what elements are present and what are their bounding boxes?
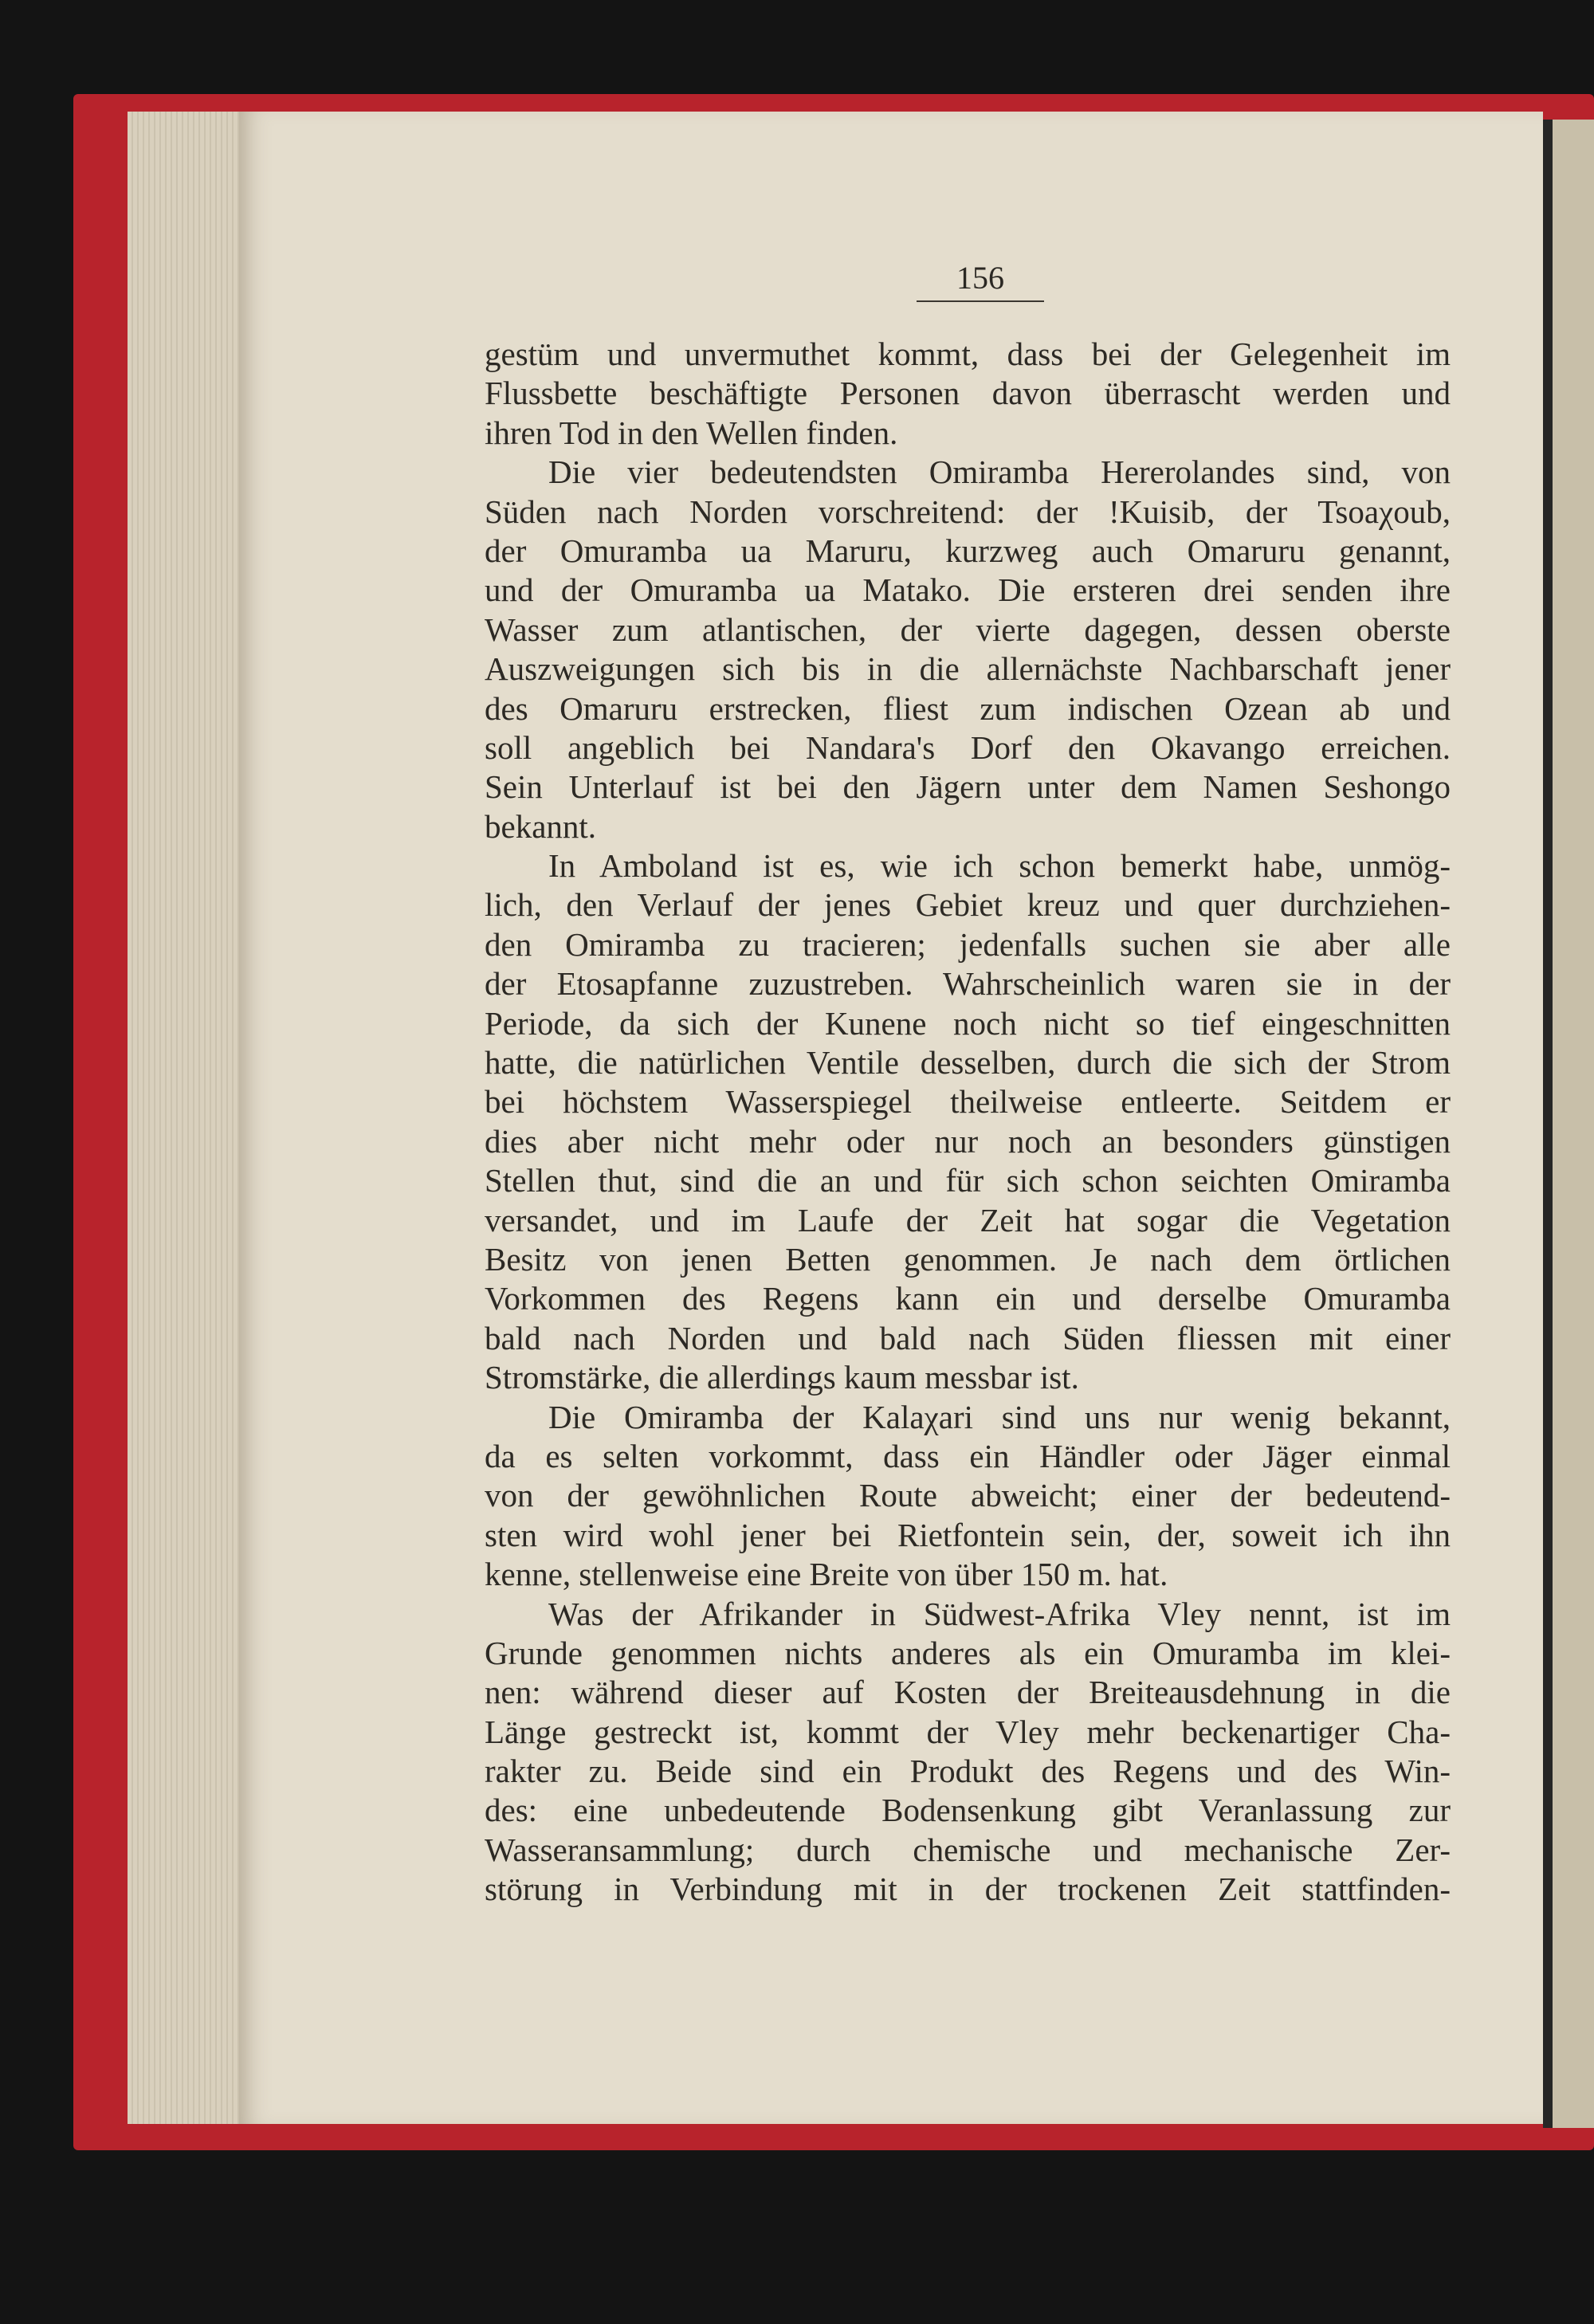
text-line: Die Omiramba der Kalaχari sind uns nur wenig bekannt, — [548, 1398, 1451, 1435]
body-text — [485, 335, 1451, 1910]
text-line: Vorkommen des Regens kann ein und derselbe Omuramba — [485, 1280, 1451, 1317]
text-line: hatte, die natürlichen Ventile desselben, durch die sich der Strom — [485, 1044, 1451, 1082]
text-line: da es selten vorkommt, dass ein Händler oder Jäger einmal — [485, 1437, 1451, 1474]
page-number: 156 — [917, 259, 1044, 302]
text-line: störung in Verbindung mit in der trockenen Zeit stattfinden- — [485, 1871, 1451, 1908]
text-line: den Omiramba zu tracieren; jedenfalls suchen sie aber alle — [485, 925, 1451, 963]
text-line: Wasseransammlung; durch chemische und mechanische Zer- — [485, 1831, 1451, 1868]
text-line: Flussbette beschäftigte Personen davon überrascht werden und — [485, 375, 1451, 412]
text-line: Besitz von jenen Betten genommen. Je nach dem örtlichen — [485, 1240, 1451, 1278]
text-line: Stellen thut, sind die an und für sich schon seichten Omiramba — [485, 1162, 1451, 1199]
text-line: des Omaruru erstrecken, fliest zum indischen Ozean ab und — [485, 689, 1451, 727]
text-line: Grunde genommen nichts anderes als ein Omuramba im klei- — [485, 1634, 1451, 1671]
next-page-edge — [1553, 120, 1594, 2128]
text-line: soll angeblich bei Nandara's Dorf den Okavango erreichen. — [485, 728, 1451, 766]
text-line: Auszweigungen sich bis in die allernächste Nachbarschaft jener — [485, 650, 1451, 688]
text-line: Was der Afrikander in Südwest-Afrika Vley nennt, ist im — [548, 1595, 1451, 1632]
text-line: der Etosapfanne zuzustreben. Wahrscheinlich waren sie in der — [485, 965, 1451, 1003]
text-line: ihren Tod in den Wellen finden. — [485, 414, 898, 451]
text-line: bald nach Norden und bald nach Süden fliessen mit einer — [485, 1319, 1451, 1356]
text-line: versandet, und im Laufe der Zeit hat sogar die Vegetation — [485, 1201, 1451, 1239]
text-line: des: eine unbedeutende Bodensenkung gibt Veranlassung zur — [485, 1792, 1451, 1829]
text-line: Periode, da sich der Kunene noch nicht so tief eingeschnitten — [485, 1004, 1451, 1042]
text-line: sten wird wohl jener bei Rietfontein sein, der, soweit ich ihn — [485, 1516, 1451, 1553]
text-line: bekannt. — [485, 807, 597, 845]
text-line: In Amboland ist es, wie ich schon bemerkt habe, unmög- — [548, 847, 1451, 885]
text-line: Stromstärke, die allerdings kaum messbar ist. — [485, 1359, 1079, 1396]
page-stack-edges — [128, 112, 255, 2124]
text-line: Süden nach Norden vorschreitend: der !Kuisib, der Tsoaχoub, — [485, 493, 1451, 530]
text-line: rakter zu. Beide sind ein Produkt des Regens und des Win- — [485, 1753, 1451, 1790]
text-line: Wasser zum atlantischen, der vierte dagegen, dessen oberste — [485, 610, 1451, 648]
text-line: dies aber nicht mehr oder nur noch an besonders günstigen — [485, 1122, 1451, 1160]
text-line: von der gewöhnlichen Route abweicht; einer der bedeutend- — [485, 1477, 1451, 1514]
text-line: Die vier bedeutendsten Omiramba Hererolandes sind, von — [548, 453, 1451, 491]
text-line: gestüm und unvermuthet kommt, dass bei der Gelegenheit im — [485, 336, 1451, 372]
text-line: Länge gestreckt ist, kommt der Vley mehr beckenartiger Cha- — [485, 1713, 1451, 1750]
text-line: der Omuramba ua Maruru, kurzweg auch Omaruru genannt, — [485, 532, 1451, 569]
text-line: nen: während dieser auf Kosten der Breiteausdehnung in die — [485, 1674, 1451, 1711]
text-line: und der Omuramba ua Matako. Die ersteren drei senden ihre — [485, 571, 1451, 609]
text-line: kenne, stellenweise eine Breite von über 150 m. hat. — [485, 1556, 1168, 1593]
text-line: Sein Unterlauf ist bei den Jägern unter dem Namen Seshongo — [485, 768, 1451, 806]
text-line: lich, den Verlauf der jenes Gebiet kreuz und quer durchziehen- — [485, 886, 1451, 924]
text-line: bei höchstem Wasserspiegel theilweise entleerte. Seitdem er — [485, 1083, 1451, 1121]
